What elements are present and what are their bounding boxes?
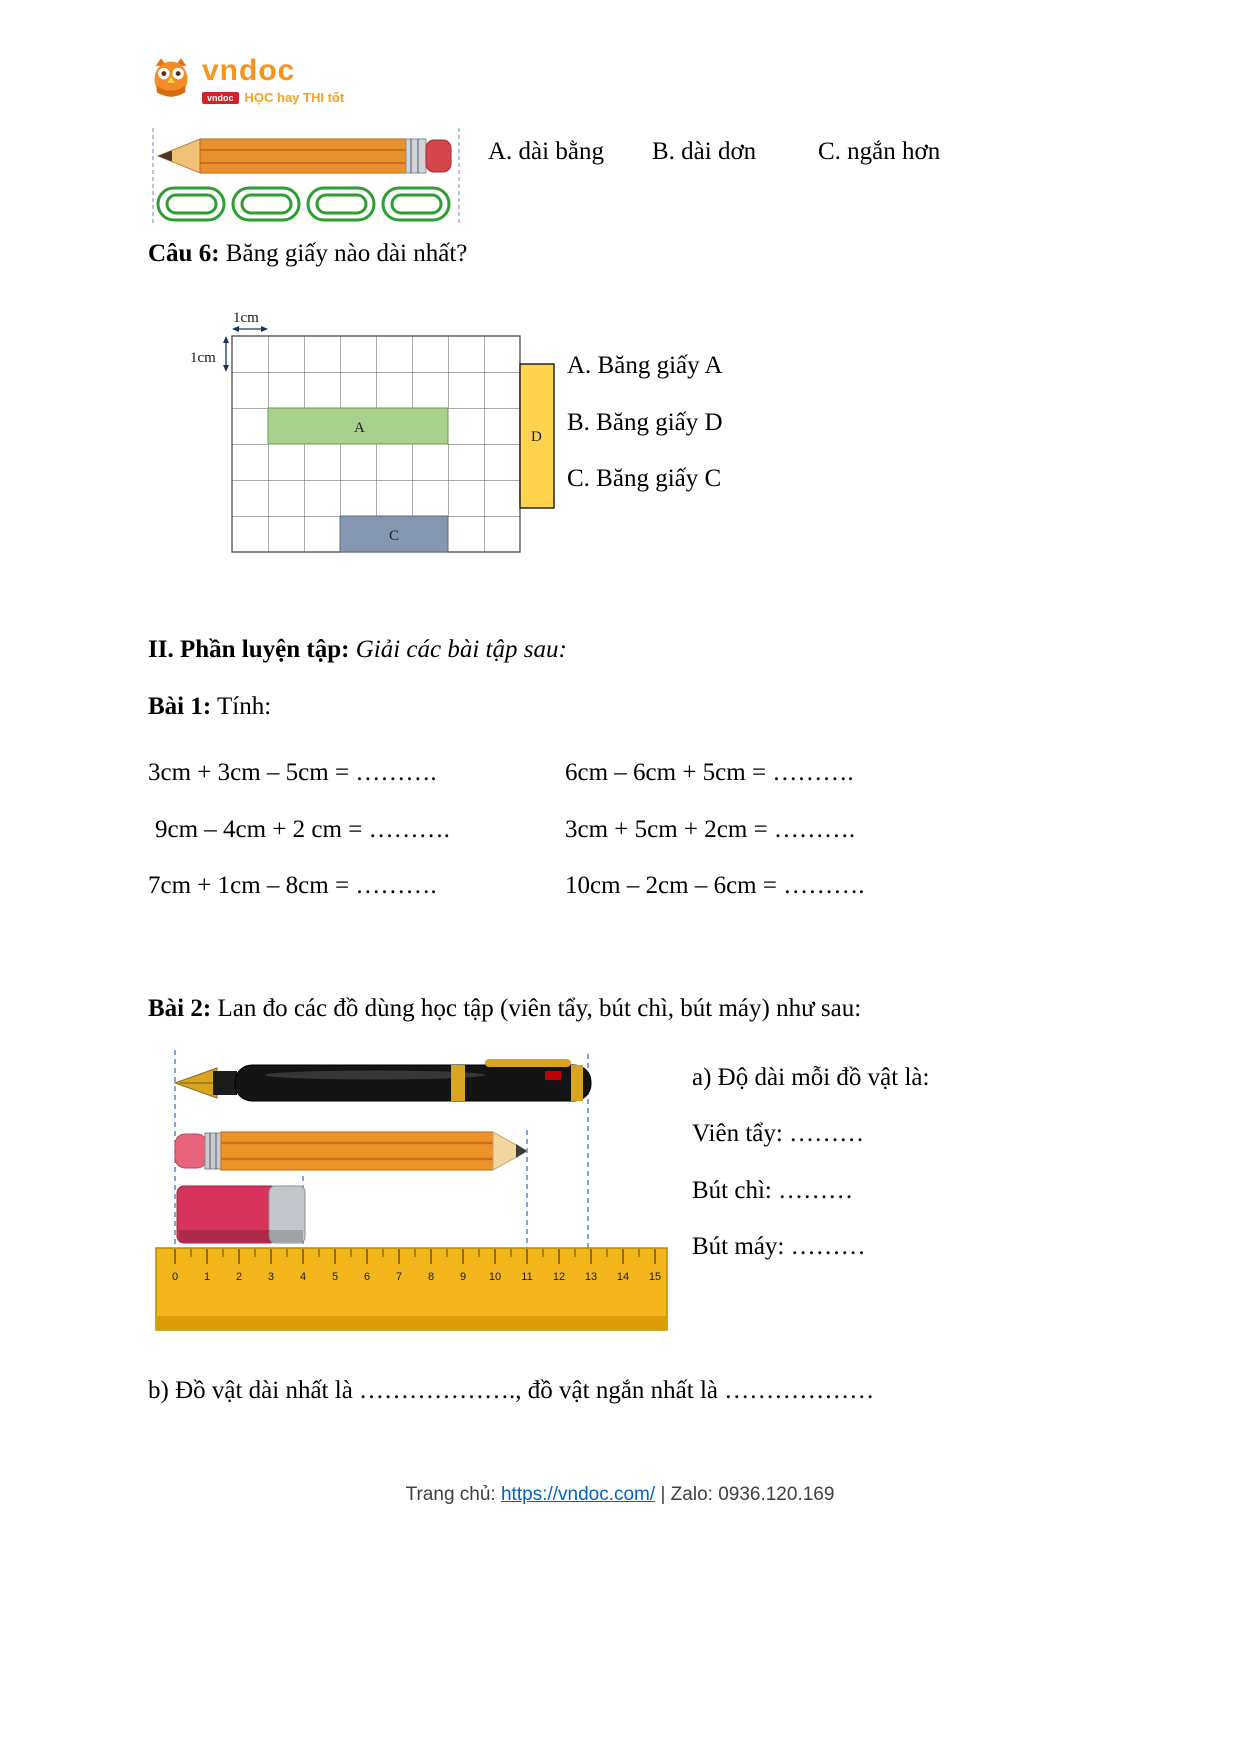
bai1-row3-left: 7cm + 1cm – 8cm = ………. — [148, 872, 437, 899]
pencil-icon — [158, 139, 451, 173]
q6-question-text: Băng giấy nào dài nhất? — [219, 240, 468, 267]
ruler-number: 6 — [363, 1271, 371, 1283]
ruler-number: 0 — [171, 1271, 179, 1283]
vndoc-logo — [148, 56, 344, 105]
paperclips-icon — [158, 188, 449, 220]
logo-ribbon: vndoc — [202, 92, 239, 104]
ruler-number: 2 — [235, 1271, 243, 1283]
bai1-row1-right: 6cm – 6cm + 5cm = ………. — [565, 759, 854, 786]
band-d-label: D — [531, 429, 542, 445]
q6-option-b: B. Băng giấy D — [567, 409, 723, 436]
footer-zalo: Zalo: 0936.120.169 — [670, 1484, 835, 1505]
ruler-number: 4 — [299, 1271, 307, 1283]
section-2-subtitle: Giải các bài tập sau: — [349, 636, 567, 663]
bai1-title: Tính: — [211, 693, 272, 720]
pencil-paperclips-figure — [148, 126, 468, 235]
q6-option-c: C. Băng giấy C — [567, 465, 722, 492]
fountain-pen-icon — [175, 1059, 591, 1101]
q6-option-a: A. Băng giấy A — [567, 352, 723, 379]
logo-tagline: HỌC hay THI tốt — [244, 90, 345, 105]
dim-label-top: 1cm — [233, 310, 259, 326]
q6-label: Câu 6: — [148, 240, 220, 267]
q5-option-a: A. dài bằng — [488, 138, 604, 165]
bai2-part-b: b) Đồ vật dài nhất là ………………., đồ vật ngắn nhất là ……………… — [148, 1377, 875, 1404]
ruler-number: 15 — [648, 1271, 662, 1283]
ruler-number: 9 — [459, 1271, 467, 1283]
dim-label-left: 1cm — [190, 350, 216, 366]
bai1-label: Bài 1: — [148, 693, 212, 720]
ruler-number: 8 — [427, 1271, 435, 1283]
bai1-heading — [148, 691, 271, 722]
ruler-number: 11 — [521, 1271, 533, 1283]
ruler-number: 3 — [267, 1271, 275, 1283]
measurement-figure — [155, 1046, 670, 1343]
owl-logo-icon — [148, 56, 194, 100]
bai2-part-a: a) Độ dài mỗi đồ vật là: — [692, 1064, 930, 1091]
bai1-row2-right: 3cm + 5cm + 2cm = ………. — [565, 816, 856, 843]
pencil-icon — [175, 1132, 527, 1170]
q6-heading — [148, 238, 467, 269]
footer-home-link[interactable]: https://vndoc.com/ — [500, 1484, 656, 1505]
ruler-number: 5 — [331, 1271, 339, 1283]
section-2-heading — [148, 634, 567, 665]
bai1-row3-right: 10cm – 2cm – 6cm = ………. — [565, 872, 865, 899]
q5-option-c: C. ngắn hơn — [818, 138, 941, 165]
measurement-illustration — [155, 1046, 670, 1338]
bai2-title: Lan đo các đồ dùng học tập (viên tẩy, bút chì, bút máy) như sau: — [211, 995, 862, 1022]
ruler-number: 12 — [552, 1271, 566, 1283]
section-2-label: II. Phần luyện tập: — [148, 636, 350, 663]
q5-option-b: B. dài dơn — [652, 138, 757, 165]
bai2-label: Bài 2: — [148, 995, 212, 1022]
footer-home-label: Trang chủ: — [405, 1484, 501, 1505]
ruler-number: 14 — [616, 1271, 630, 1283]
bai2-answer-eraser: Viên tẩy: ……… — [692, 1120, 865, 1147]
pencil-paperclips-illustration — [148, 126, 468, 230]
eraser-icon — [177, 1186, 305, 1243]
ruler-number: 7 — [395, 1271, 403, 1283]
bai1-row1-left: 3cm + 3cm – 5cm = ………. — [148, 759, 437, 786]
grid-illustration — [182, 306, 572, 560]
paper-bands-figure — [182, 306, 572, 565]
band-c-label: C — [389, 528, 400, 544]
bai2-answer-pen: Bút máy: ……… — [692, 1233, 866, 1260]
bai2-answer-pencil: Bút chì: ……… — [692, 1177, 854, 1204]
ruler-number: 13 — [584, 1271, 598, 1283]
band-a-label: A — [354, 420, 365, 436]
footer — [0, 1484, 1240, 1506]
ruler-icon — [156, 1248, 667, 1330]
bai1-row2-left: 9cm – 4cm + 2 cm = ………. — [155, 816, 450, 843]
footer-separator: | — [655, 1484, 671, 1505]
bai2-heading — [148, 993, 861, 1024]
logo-brand-text: vndoc — [202, 54, 296, 87]
ruler-number: 1 — [203, 1271, 211, 1283]
ruler-number: 10 — [488, 1271, 502, 1283]
